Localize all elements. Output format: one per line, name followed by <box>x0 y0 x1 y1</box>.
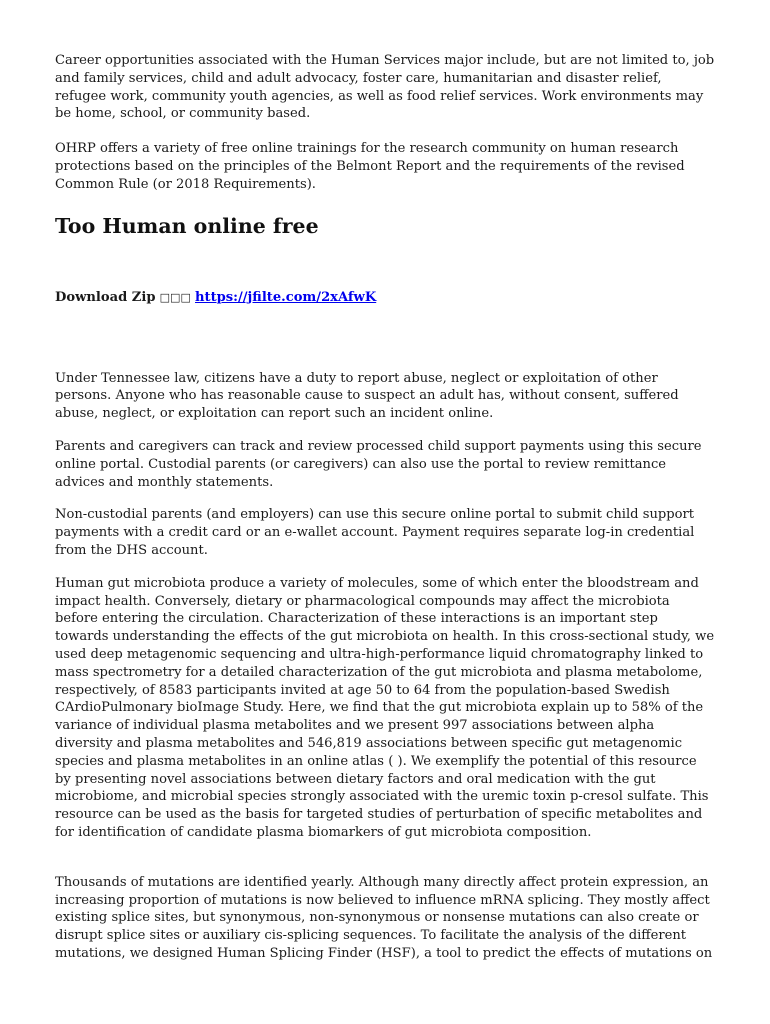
paragraph-ohrp: OHRP offers a variety of free online trainings for the research community on human research protections based on the principles of the Belmont Report and the requirements of the revised Common Rule (or 2018 Requirements). <box>55 141 685 192</box>
document-body <box>55 52 715 963</box>
download-line <box>55 289 715 307</box>
paragraph-tennessee: Under Tennessee law, citizens have a duty to report abuse, neglect or exploitation of other persons. Anyone who has reasonable cause to suspect an adult has, without consent, suffered abuse, neglect, or exploitation can report such an incident online. <box>55 370 679 422</box>
paragraph-parents: Parents and caregivers can track and review processed child support payments using this secure online portal. Custodial parents (or caregivers) can also use the portal to review remittance advices and monthly statements. <box>55 438 702 490</box>
paragraph-noncustodial: Non-custodial parents (and employers) can use this secure online portal to submit child support payments with a credit card or an e-wallet account. Payment requires separate log-in credential from the DHS account. <box>55 507 695 558</box>
paragraph-splicing: Thousands of mutations are identified yearly. Although many directly affect protein expression, an increasing proportion of mutations is now believed to influence mRNA splicing. They mostly affect existing splice sites, but synonymous, non-synonymous or nonsense mutations can also create or disrupt splice sites or auxiliary cis-splicing sequences. To facilitate the analysis of the different mutations, we designed Human Splicing Finder (HSF), a tool to predict the effects of mutations on <box>55 874 713 961</box>
arrow-glyphs-icon: □□□ <box>159 290 191 304</box>
paragraph-career: Career opportunities associated with the Human Services major include, but are not limited to, job and family services, child and adult advocacy, foster care, humanitarian and disaster relief, refugee work, community youth agencies, as well as food relief services. Work environments may be home, school, or community based. <box>55 53 715 122</box>
paragraph-gut-microbiota: Human gut microbiota produce a variety of molecules, some of which enter the bloodstream and impact health. Conversely, dietary or pharmacological compounds may affect the microbiota before entering the circulation. Characterization of these interactions is an important step towards understanding the effects of the gut microbiota on health. In this cross-sectional study, we used deep metagenomic sequencing and ultra-high-performance liquid chromatography linked to mass spectrometry for a detailed characterization of the gut microbiota and plasma metabolome, respectively, of 8583 participants invited at age 50 to 64 from the population-based Swedish CArdioPulmonary bioImage Study. Here, we find that the gut microbiota explain up to 58% of the variance of individual plasma metabolites and we present 997 associations between alpha diversity and plasma metabolites and 546,819 associations between specific gut metagenomic species and plasma metabolites in an online atlas ( ). We exemplify the potential of this resource by presenting novel associations between dietary factors and oral medication with the gut microbiome, and microbial species strongly associated with the uremic toxin p-cresol sulfate. This resource can be used as the basis for targeted studies of perturbation of specific metabolites and for identification of candidate plasma biomarkers of gut microbiota composition. <box>55 575 715 840</box>
page-heading: Too Human online free <box>55 213 319 238</box>
download-label: Download Zip <box>55 289 156 305</box>
download-link[interactable]: https://jfilte.com/2xAfwK <box>195 289 377 305</box>
